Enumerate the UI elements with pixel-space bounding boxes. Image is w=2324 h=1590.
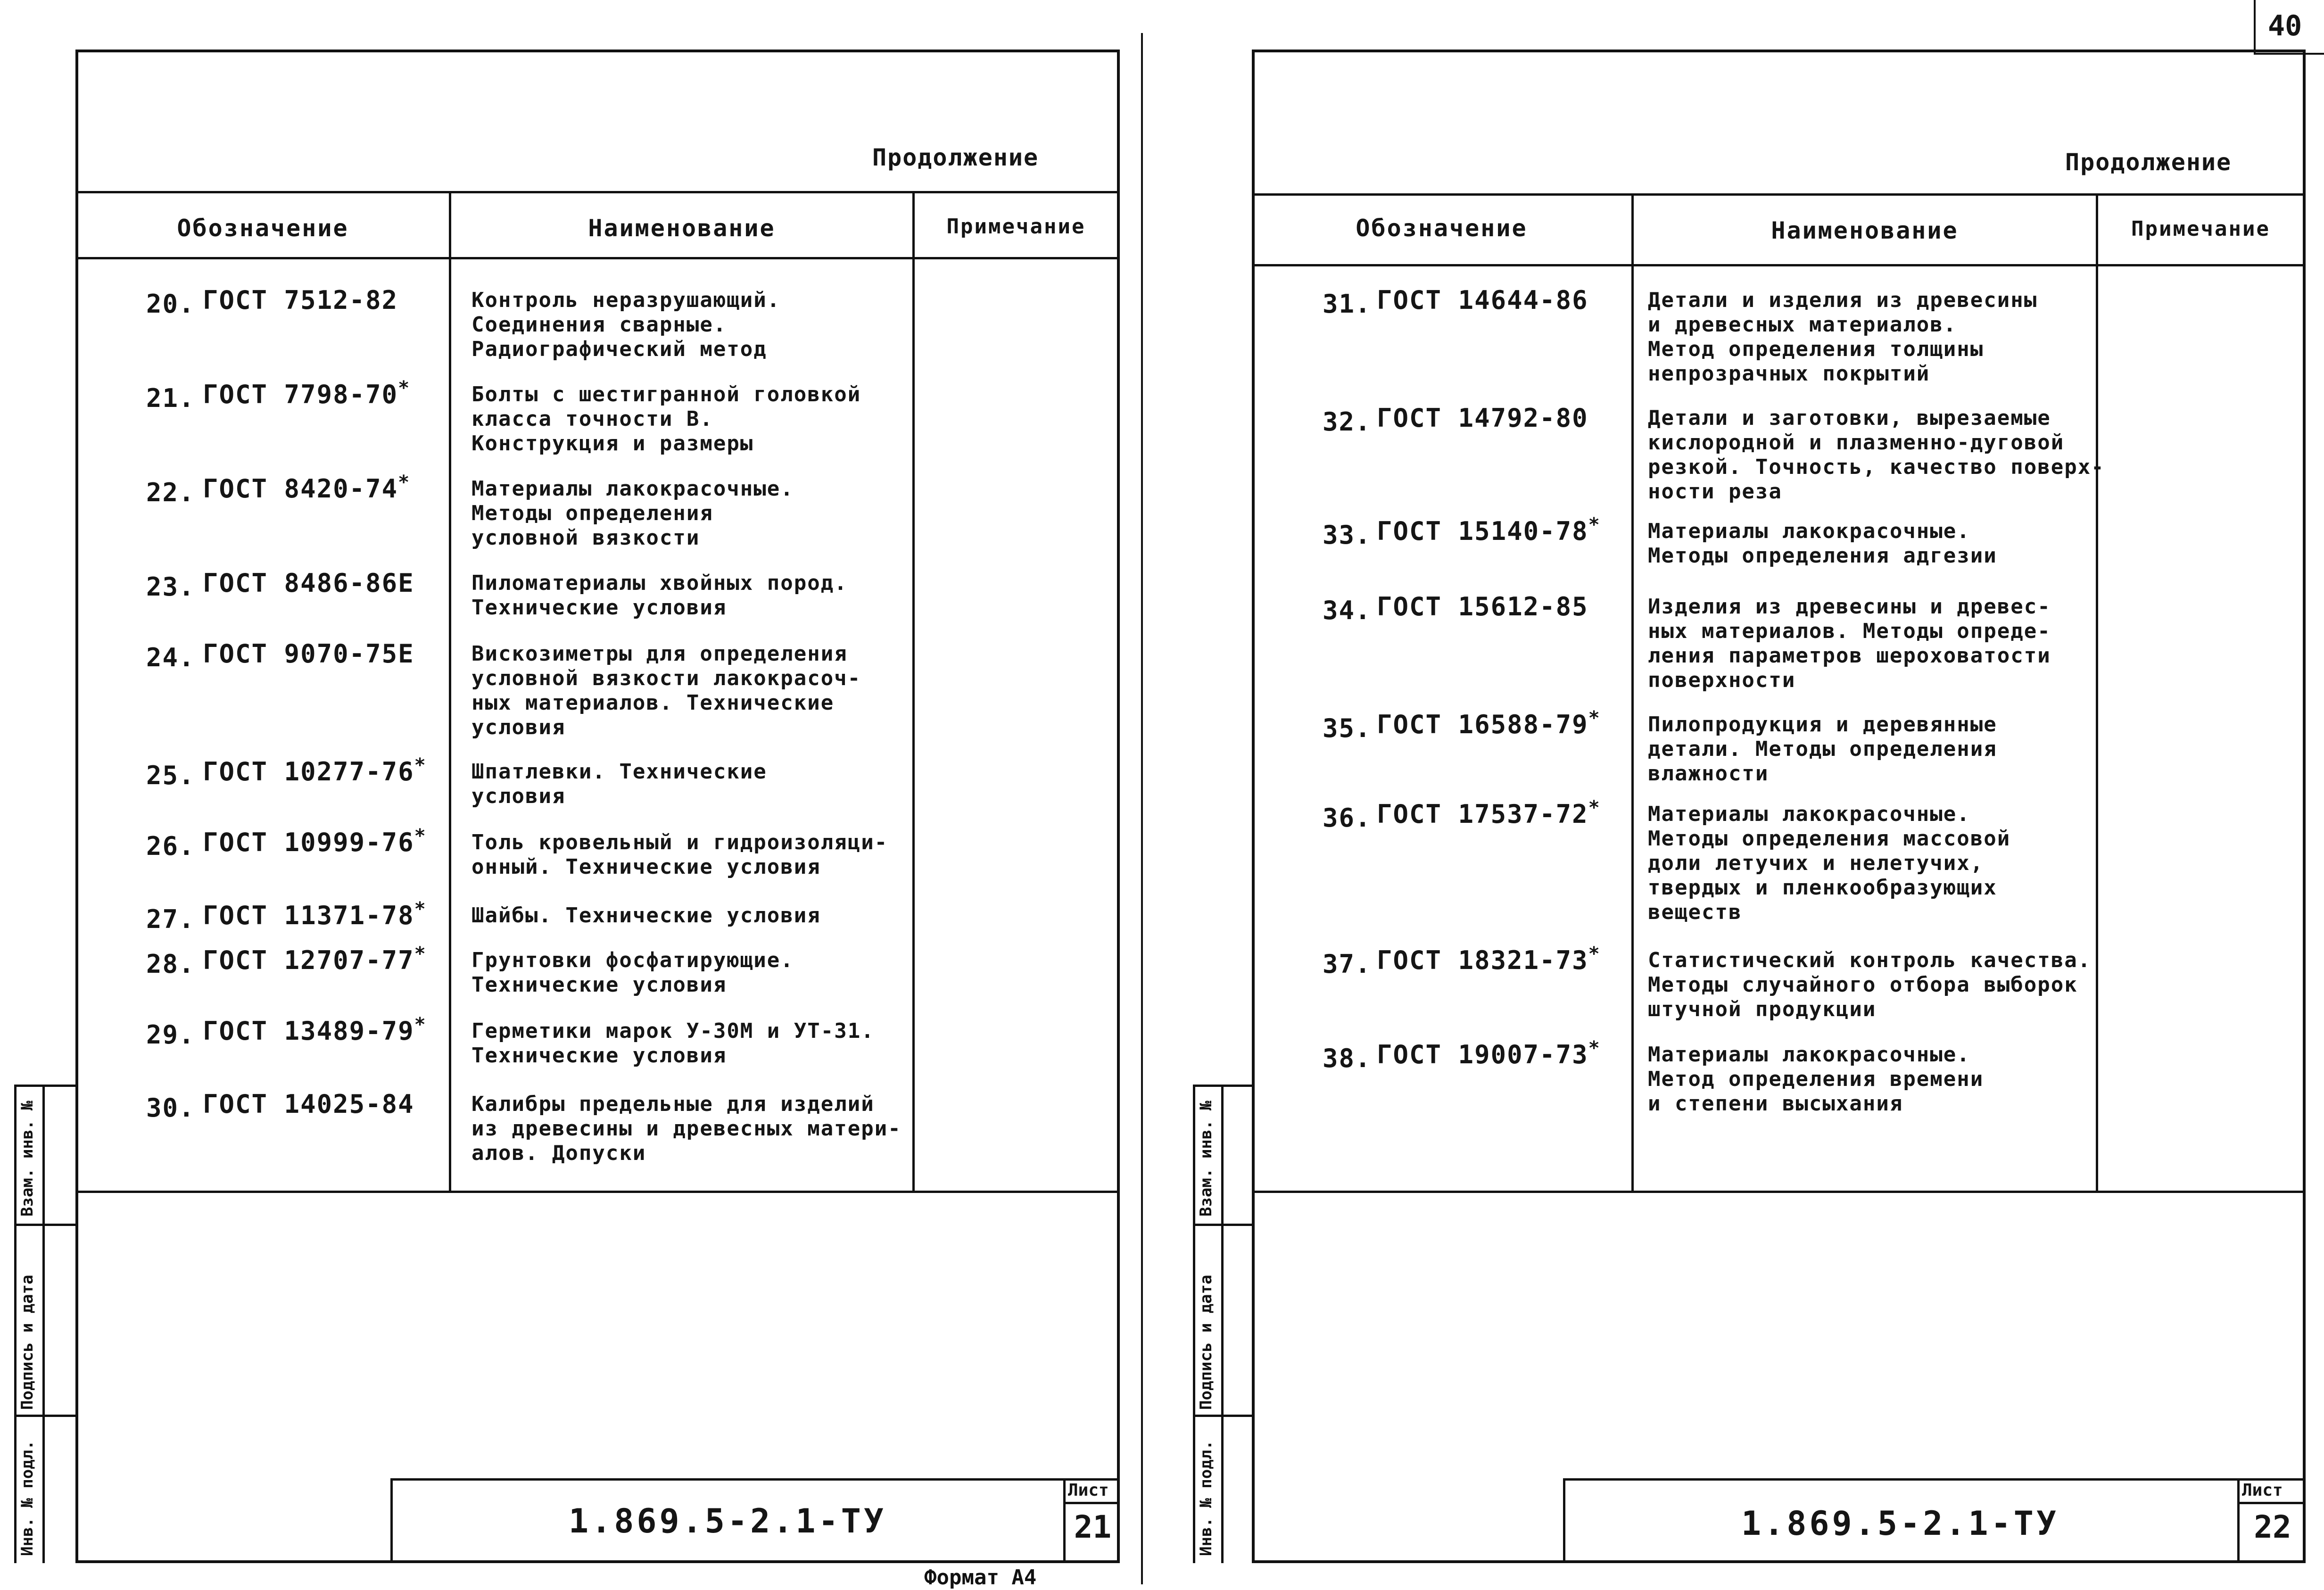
row-number: 37.: [1323, 949, 1372, 979]
gost-code: ГОСТ 7512-82: [203, 285, 398, 315]
standard-title: Детали и заготовки, вырезаемые кислородной и плазменно-дуговой резкой. Точность, качество поверх- ности реза: [1648, 406, 2105, 504]
revision-star: *: [398, 472, 411, 493]
gost-designation: [203, 568, 414, 598]
corner-page-number: 40: [2268, 9, 2302, 42]
left-header-top-line: [75, 191, 1120, 193]
standard-title: Шайбы. Технические условия: [471, 903, 821, 928]
left-stamp-divider-1: [14, 1085, 75, 1087]
row-number: 31.: [1323, 289, 1372, 319]
right-stamp-divider-2: [1193, 1224, 1254, 1226]
standard-title: Детали и изделия из древесины и древесных материалов. Метод определения толщины непрозрачных покрытий: [1648, 288, 2038, 386]
left-titleblock-sheet-label-line: [1063, 1502, 1120, 1504]
gost-code: ГОСТ 19007-73: [1377, 1040, 1588, 1069]
revision-star: *: [1588, 707, 1601, 729]
standard-title: Болты с шестигранной головкой класса точности В. Конструкция и размеры: [471, 382, 861, 455]
standard-title: Материалы лакокрасочные. Методы определения массовой доли летучих и нелетучих, твердых и пленкообразующих веществ: [1648, 802, 2011, 924]
row-number: 23.: [146, 572, 195, 602]
gost-designation: [1377, 403, 1588, 433]
center-fold-line: [1141, 33, 1143, 1584]
gost-code: ГОСТ 10277-76: [203, 757, 414, 787]
gost-code: ГОСТ 15612-85: [1377, 592, 1588, 621]
gost-designation: [1377, 707, 1601, 739]
left-table-bottom-line: [75, 1191, 1120, 1193]
row-number: 32.: [1323, 407, 1372, 437]
revision-star: *: [414, 1014, 427, 1035]
gost-designation: [203, 639, 414, 669]
gost-designation: [1377, 945, 1601, 975]
left-stamp-outer-line: [14, 1085, 17, 1563]
standard-title: Контроль неразрушающий. Соединения сварные. Радиографический метод: [471, 288, 781, 361]
right-col-divider-2: [2096, 193, 2098, 1191]
gost-designation: [203, 898, 427, 930]
format-label: Формат А4: [924, 1565, 1037, 1590]
standard-title: Статистический контроль качества. Методы случайного отбора выборок штучной продукции: [1648, 948, 2092, 1021]
gost-designation: [203, 825, 427, 857]
row-number: 21.: [146, 383, 195, 413]
standard-title: Материалы лакокрасочные. Метод определения времени и степени высыхания: [1648, 1043, 1984, 1116]
standard-title: Изделия из древесины и древес- ных материалов. Методы опреде- ления параметров шероховатости поверхности: [1648, 595, 2051, 692]
gost-code: ГОСТ 8486-86Е: [203, 568, 414, 598]
gost-code: ГОСТ 11371-78: [203, 901, 414, 930]
row-number: 25.: [146, 761, 195, 790]
revision-star: *: [1588, 797, 1601, 819]
gost-code: ГОСТ 16588-79: [1377, 710, 1588, 739]
left-col-divider-2: [912, 191, 915, 1191]
standard-title: Пилопродукция и деревянные детали. Методы определения влажности: [1648, 712, 1997, 786]
corner-mark-underline: [2254, 53, 2324, 55]
left-sheet-label: Лист: [1068, 1481, 1109, 1500]
left-header-note: Примечание: [946, 215, 1086, 239]
left-titleblock-top: [390, 1478, 1120, 1481]
corner-mark-line: [2254, 0, 2256, 54]
row-number: 33.: [1323, 520, 1372, 550]
revision-star: *: [414, 754, 427, 776]
right-stamp-label-inv: Инв. № подл.: [1197, 1440, 1216, 1556]
revision-star: *: [1588, 1037, 1601, 1059]
right-table-bottom-line: [1252, 1191, 2306, 1193]
right-header-bottom-line: [1252, 264, 2306, 266]
standard-title: Калибры предельные для изделий из древесины и древесных матери- алов. Допуски: [471, 1092, 901, 1165]
left-stamp-label-signature: Подпись и дата: [18, 1275, 37, 1410]
right-titleblock-sheet-label-line: [2237, 1502, 2306, 1504]
revision-star: *: [414, 898, 427, 920]
row-number: 38.: [1323, 1043, 1372, 1073]
right-titleblock-top: [1563, 1478, 2306, 1481]
row-number: 20.: [146, 289, 195, 319]
left-stamp-label-replaced: Взам. инв. №: [18, 1101, 37, 1217]
right-col-divider-1: [1631, 193, 1634, 1191]
standard-title: Герметики марок У-30М и УТ-31. Технические условия: [471, 1019, 875, 1068]
right-stamp-divider-1: [1193, 1085, 1254, 1087]
right-sheet-label: Лист: [2242, 1481, 2283, 1500]
right-header-designation: Обозначение: [1356, 215, 1528, 242]
right-continuation-label: Продолжение: [2065, 149, 2232, 176]
standard-title: Грунтовки фосфатирующие. Технические условия: [471, 948, 794, 997]
gost-code: ГОСТ 18321-73: [1377, 945, 1588, 975]
row-number: 35.: [1323, 713, 1372, 743]
gost-code: ГОСТ 14025-84: [203, 1089, 414, 1119]
right-stamp-strip-inner-line: [1221, 1085, 1224, 1563]
left-stamp-label-inv: Инв. № подл.: [18, 1440, 37, 1556]
left-stamp-divider-3: [14, 1415, 75, 1417]
right-document-code: 1.869.5-2.1-ТУ: [1741, 1504, 2059, 1543]
revision-star: *: [1588, 943, 1601, 965]
revision-star: *: [1588, 514, 1601, 536]
gost-designation: [1377, 285, 1588, 315]
revision-star: *: [398, 377, 411, 399]
right-stamp-outer-line: [1193, 1085, 1195, 1563]
gost-code: ГОСТ 8420-74: [203, 474, 398, 504]
gost-code: ГОСТ 9070-75Е: [203, 639, 414, 669]
right-stamp-label-signature: Подпись и дата: [1197, 1275, 1216, 1410]
gost-code: ГОСТ 17537-72: [1377, 799, 1588, 829]
left-header-name: Наименование: [588, 215, 776, 242]
standard-title: Шпатлевки. Технические условия: [471, 760, 767, 808]
standard-title: Пиломатериалы хвойных пород. Технические условия: [471, 571, 848, 620]
gost-designation: [203, 377, 411, 409]
gost-designation: [203, 1089, 414, 1119]
left-stamp-divider-2: [14, 1224, 75, 1226]
right-header-top-line: [1252, 193, 2306, 196]
standard-title: Толь кровельный и гидроизоляци- онный. Технические условия: [471, 830, 888, 879]
gost-designation: [1377, 799, 1601, 829]
row-number: 30.: [146, 1093, 195, 1123]
gost-code: ГОСТ 12707-77: [203, 945, 414, 975]
gost-code: ГОСТ 13489-79: [203, 1016, 414, 1046]
gost-code: ГОСТ 14792-80: [1377, 403, 1588, 433]
left-stamp-strip-inner-line: [42, 1085, 45, 1563]
right-page-number: 22: [2254, 1509, 2291, 1545]
row-number: 22.: [146, 478, 195, 507]
revision-star: *: [414, 825, 427, 847]
row-number: 27.: [146, 904, 195, 934]
gost-designation: [1377, 592, 1588, 621]
right-stamp-divider-3: [1193, 1415, 1254, 1417]
gost-code: ГОСТ 10999-76: [203, 828, 414, 857]
gost-code: ГОСТ 14644-86: [1377, 285, 1588, 315]
left-page-number: 21: [1074, 1509, 1112, 1545]
left-continuation-label: Продолжение: [872, 144, 1039, 171]
standard-title: Материалы лакокрасочные. Методы определения условной вязкости: [471, 477, 794, 550]
right-header-note: Примечание: [2131, 217, 2270, 241]
gost-code: ГОСТ 15140-78: [1377, 516, 1588, 546]
gost-code: ГОСТ 7798-70: [203, 380, 398, 409]
row-number: 24.: [146, 643, 195, 672]
revision-star: *: [414, 943, 427, 965]
gost-designation: [1377, 1037, 1601, 1069]
standard-title: Материалы лакокрасочные. Методы определения адгезии: [1648, 519, 1997, 568]
gost-designation: [203, 945, 427, 975]
right-header-name: Наименование: [1771, 217, 1959, 244]
left-document-code: 1.869.5-2.1-ТУ: [568, 1502, 886, 1540]
standard-title: Вискозиметры для определения условной вязкости лакокрасоч- ных материалов. Технические условия: [471, 642, 861, 739]
left-header-bottom-line: [75, 257, 1120, 259]
right-stamp-label-replaced: Взам. инв. №: [1197, 1101, 1216, 1217]
gost-designation: [203, 754, 427, 787]
row-number: 26.: [146, 831, 195, 861]
row-number: 36.: [1323, 803, 1372, 833]
gost-designation: [203, 474, 410, 504]
left-col-divider-1: [449, 191, 451, 1191]
gost-designation: [1377, 516, 1601, 546]
row-number: 29.: [146, 1020, 195, 1050]
gost-designation: [203, 1016, 427, 1046]
left-header-designation: Обозначение: [177, 215, 349, 242]
row-number: 34.: [1323, 596, 1372, 625]
gost-designation: [203, 285, 398, 315]
row-number: 28.: [146, 949, 195, 979]
